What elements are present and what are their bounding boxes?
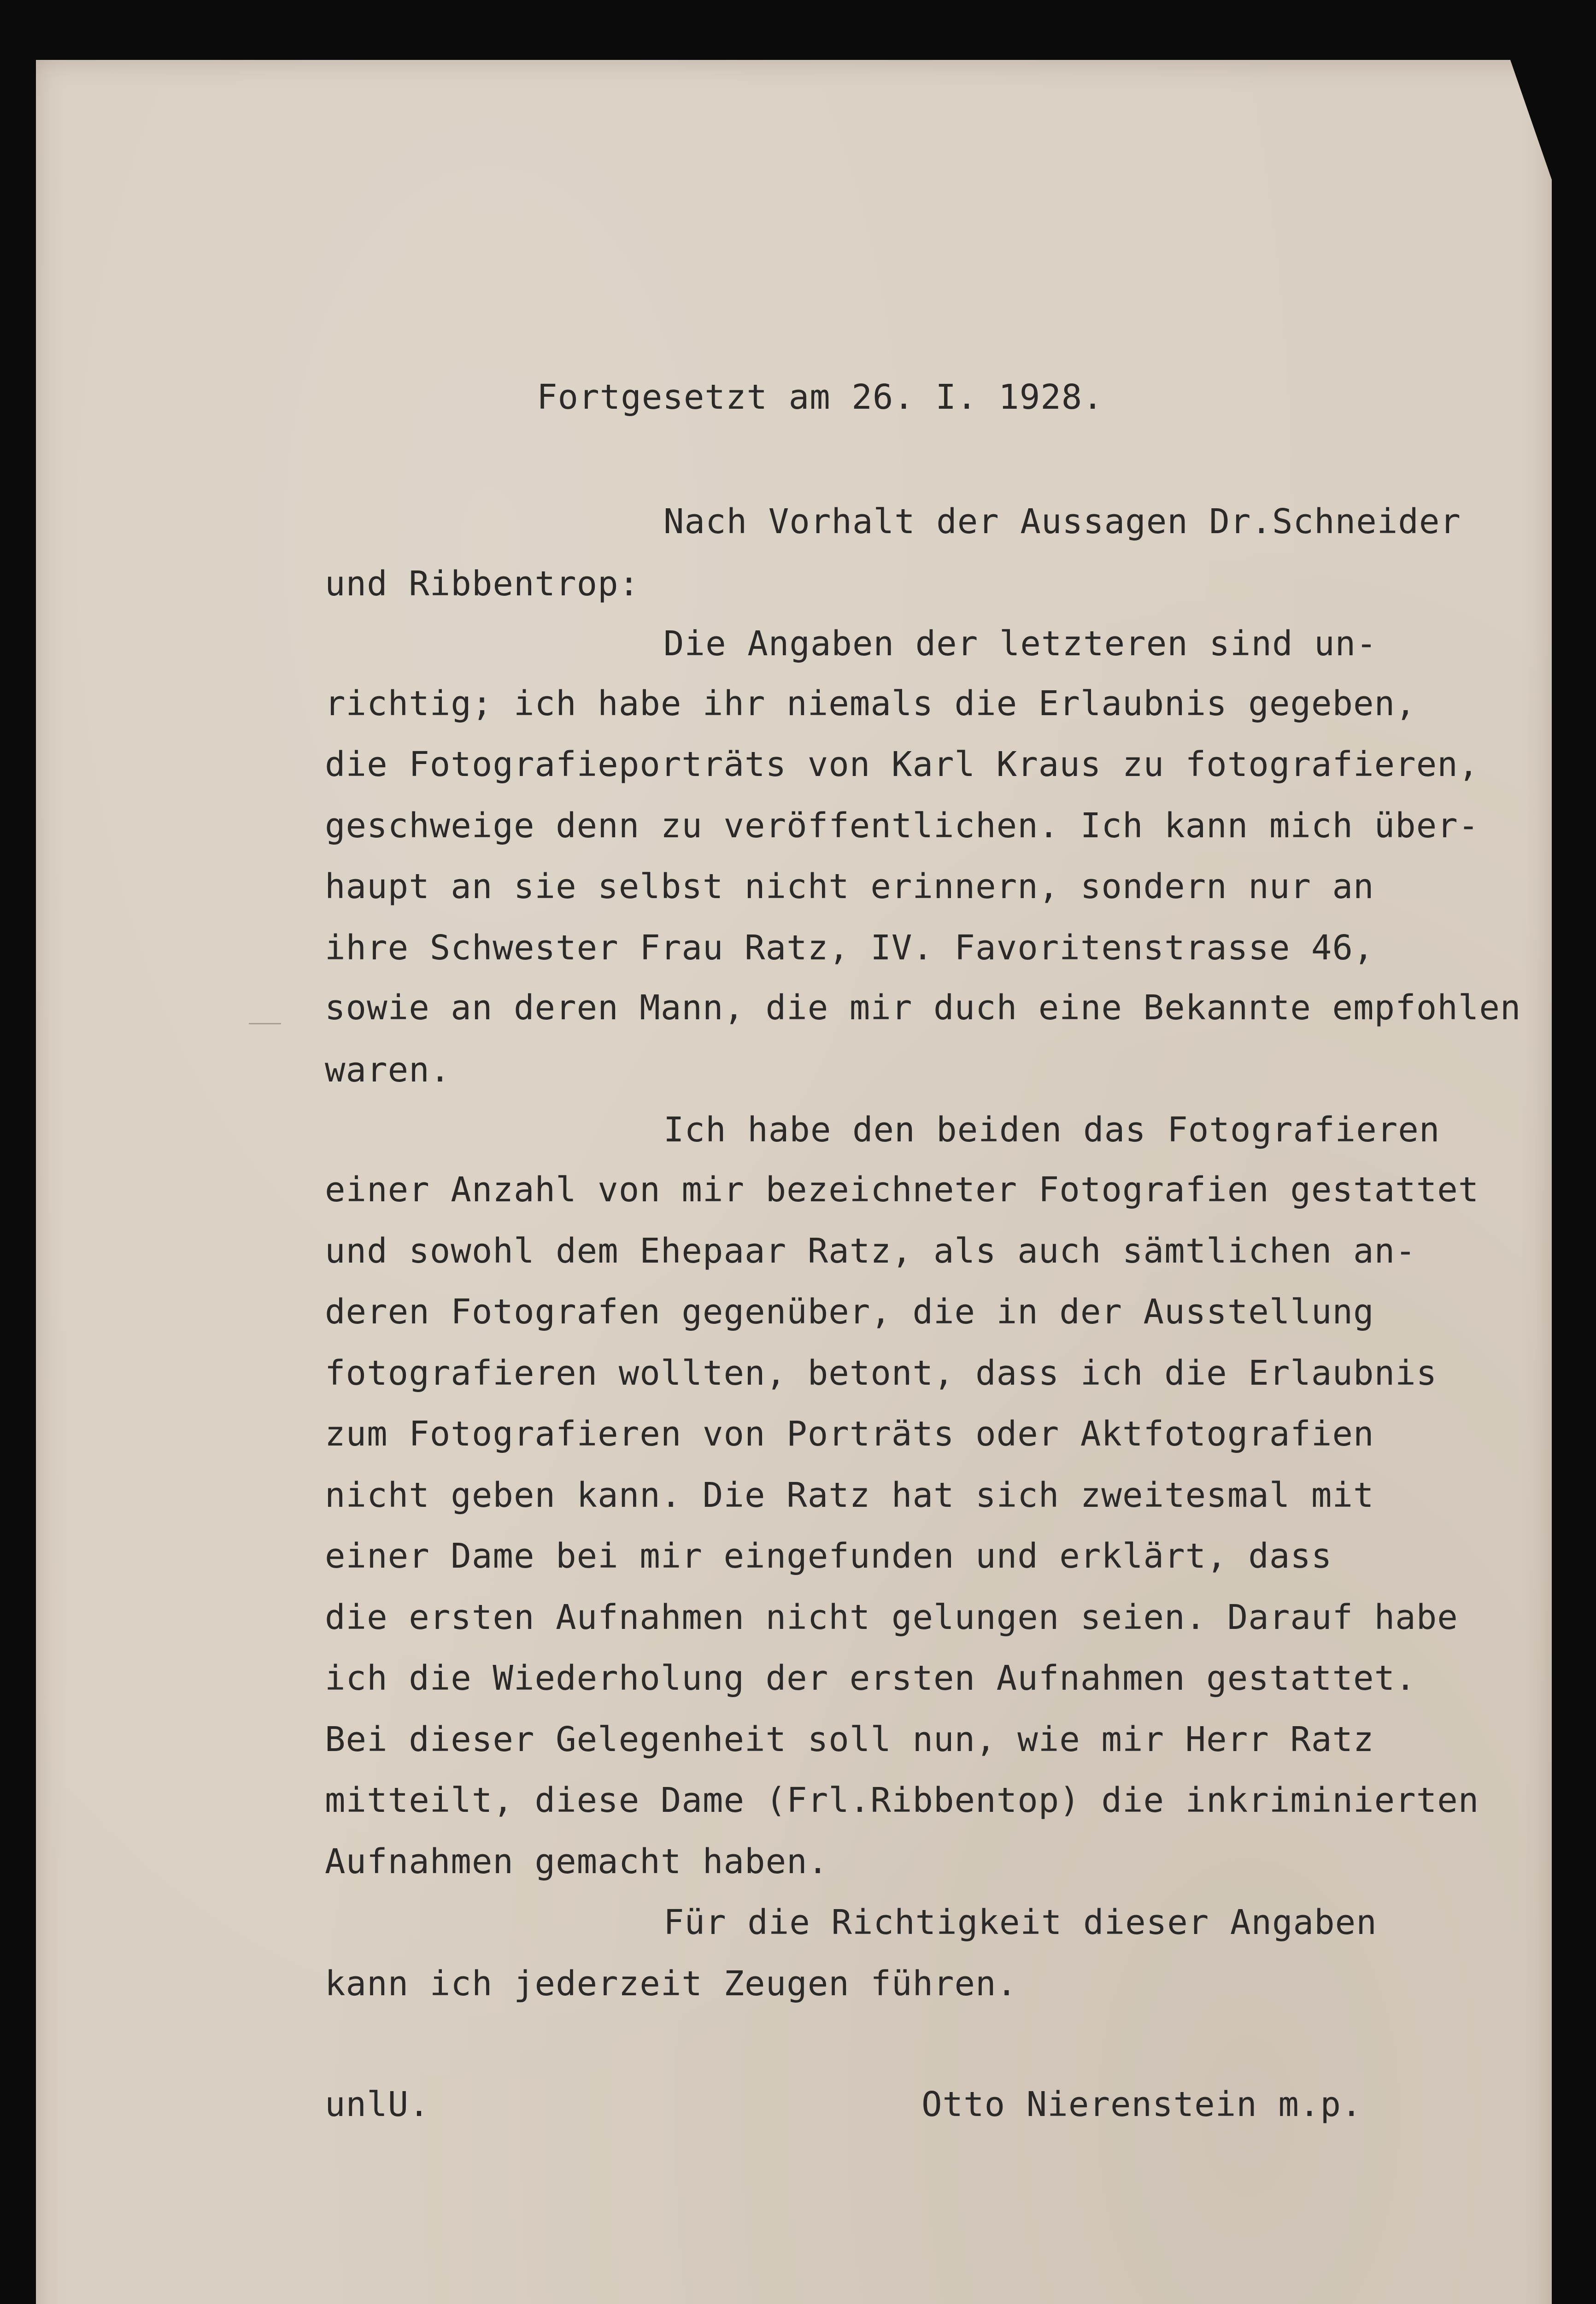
text-line: ich die Wiederholung der ersten Aufnahmen gestattet. <box>325 1658 1416 1698</box>
text-line: Nach Vorhalt der Aussagen Dr.Schneider <box>663 502 1461 541</box>
signature-right: Otto Nierenstein m.p. <box>921 2085 1362 2124</box>
text-line: Die Angaben der letzteren sind un- <box>663 624 1377 664</box>
text-line: kann ich jederzeit Zeugen führen. <box>325 1964 1018 2004</box>
text-line: ihre Schwester Frau Ratz, IV. Favoritenstrasse 46, <box>325 928 1374 968</box>
text-line: fotografieren wollten, betont, dass ich die Erlaubnis <box>325 1353 1438 1393</box>
text-line: haupt an sie selbst nicht erinnern, sondern nur an <box>325 867 1374 906</box>
text-line: Bei dieser Gelegenheit soll nun, wie mir Herr Ratz <box>325 1720 1374 1759</box>
text-line: waren. <box>325 1050 451 1090</box>
text-line: die ersten Aufnahmen nicht gelungen seien. Darauf habe <box>325 1598 1458 1637</box>
text-line: geschweige denn zu veröffentlichen. Ich kann mich über- <box>325 806 1479 846</box>
text-line: Ich habe den beiden das Fotografieren <box>663 1110 1440 1150</box>
text-line: die Fotografieporträts von Karl Kraus zu fotografieren, <box>325 745 1479 784</box>
text-line: sowie an deren Mann, die mir duch eine Bekannte empfohlen <box>325 988 1521 1028</box>
signature-left: unlU. <box>325 2085 430 2124</box>
text-line: Aufnahmen gemacht haben. <box>325 1842 829 1881</box>
text-line: richtig; ich habe ihr niemals die Erlaubnis gegeben, <box>325 684 1416 723</box>
text-line: deren Fotografen gegenüber, die in der Ausstellung <box>325 1292 1374 1332</box>
text-line: einer Dame bei mir eingefunden und erklärt, dass <box>325 1536 1332 1576</box>
text-line: und Ribbentrop: <box>325 564 640 604</box>
text-line: einer Anzahl von mir bezeichneter Fotografien gestattet <box>325 1170 1479 1210</box>
text-line: mitteilt, diese Dame (Frl.Ribbentop) die inkriminierten <box>325 1781 1479 1820</box>
document-heading: Fortgesetzt am 26. I. 1928. <box>537 377 1103 417</box>
text-line: Für die Richtigkeit dieser Angaben <box>663 1903 1377 1942</box>
text-line: zum Fotografieren von Porträts oder Aktfotografien <box>325 1414 1374 1454</box>
text-line: nicht geben kann. Die Ratz hat sich zweitesmal mit <box>325 1475 1374 1515</box>
text-line: und sowohl dem Ehepaar Ratz, als auch sämtlichen an- <box>325 1231 1416 1271</box>
